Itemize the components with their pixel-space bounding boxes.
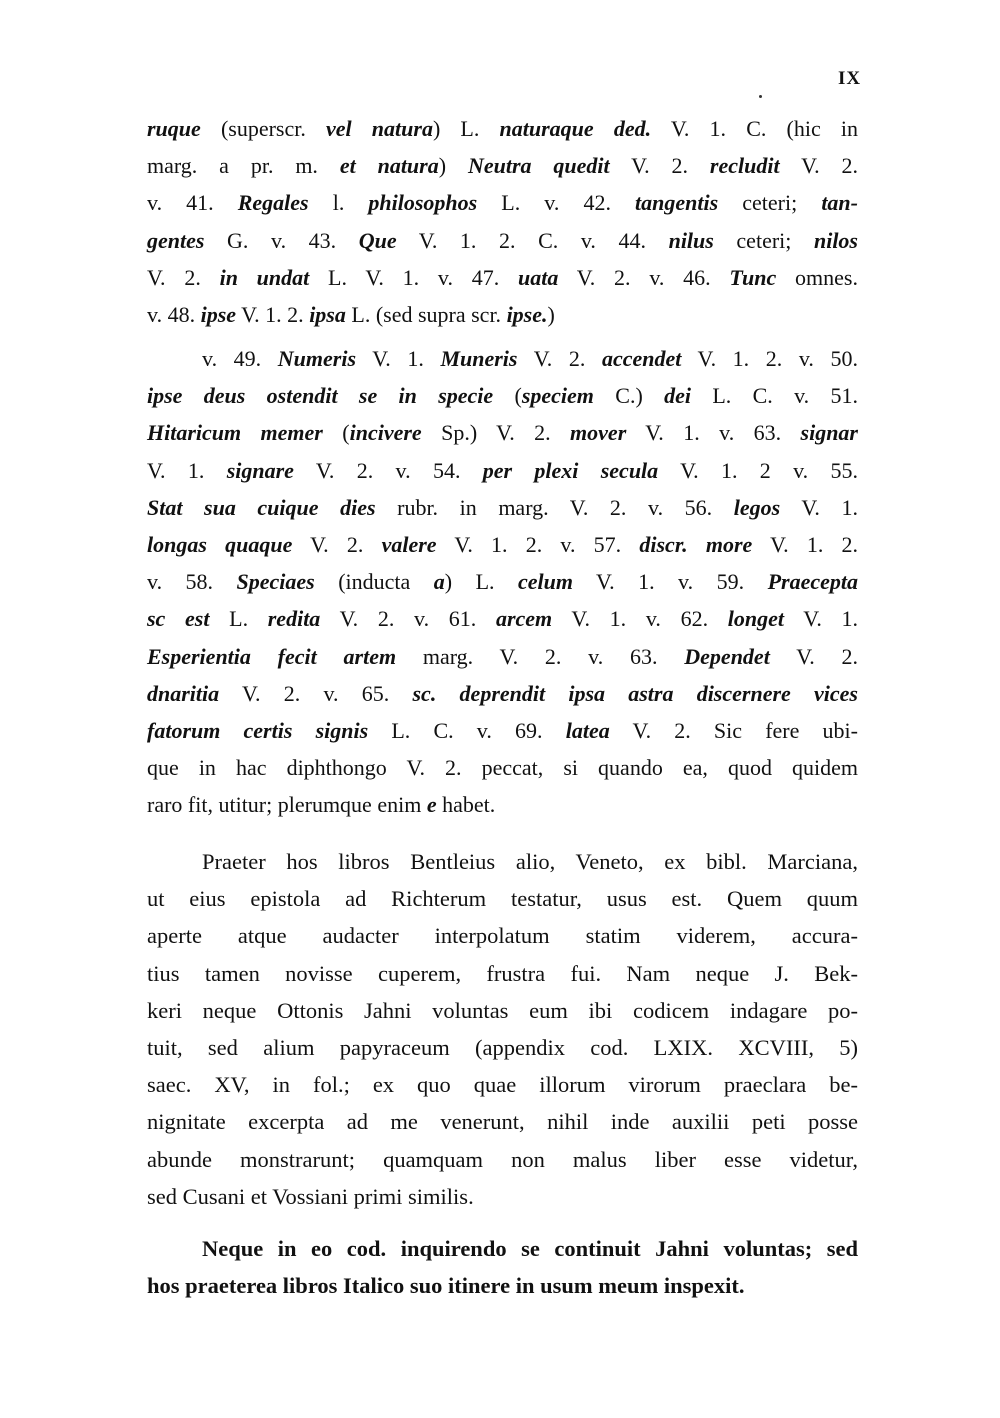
- italic-reading: dnaritia: [147, 680, 220, 706]
- italic-reading: in undat: [219, 264, 310, 290]
- text-run: V. 2.: [769, 643, 859, 669]
- text-line: [147, 340, 858, 377]
- italic-reading: naturaque ded.: [499, 116, 652, 141]
- text-run: l.: [308, 190, 369, 216]
- text-run: L. V. 1. v. 47.: [309, 264, 519, 290]
- text-line: [147, 563, 858, 600]
- text-line: nignitate excerpta ad me venerunt, nihil inde auxilii peti posse: [147, 1109, 858, 1135]
- text-line: tius tamen novisse cuperem, frustra fui. Nam neque J. Bek-: [147, 960, 858, 986]
- text-line: tuit, sed alium papyraceum (appendix cod. LXIX. XCVIII, 5): [147, 1034, 858, 1060]
- italic-reading: Dependet: [684, 643, 770, 669]
- text-run: v. 58.: [147, 569, 237, 595]
- text-line: [147, 786, 858, 823]
- text-run: ceteri;: [713, 227, 814, 253]
- text-run: V. 1. 2. v. 57.: [436, 531, 640, 557]
- italic-reading: Neutra quedit: [467, 153, 610, 179]
- text-run: V. 2.: [609, 153, 710, 179]
- text-run: L.: [209, 606, 268, 632]
- text-line: [147, 147, 858, 184]
- text-run: que in hac diphthongo V. 2. peccat, si quando ea, quod quidem: [147, 755, 858, 781]
- text-line: [147, 452, 858, 489]
- italic-reading: redita: [267, 606, 321, 632]
- print-speck: [759, 95, 762, 98]
- text-run: marg. a pr. m.: [147, 153, 340, 179]
- italic-reading: Stat sua cuique dies: [147, 494, 376, 520]
- text-run: v. 41.: [147, 190, 238, 216]
- text-run: V. 2. Sic fere ubi-: [609, 717, 858, 743]
- text-run: V. 1. 2.: [752, 531, 859, 557]
- italic-reading: recludit: [709, 153, 780, 179]
- text-line: [147, 712, 858, 749]
- italic-reading: Speciaes: [236, 569, 315, 595]
- text-line: sed Cusani et Vossiani primi similis.: [147, 1183, 474, 1209]
- text-line: [147, 184, 858, 221]
- text-line: [147, 222, 858, 259]
- italic-reading: latea: [565, 717, 610, 743]
- text-run: Sp.) V. 2.: [421, 420, 571, 446]
- paragraph-bentley-codex: [147, 843, 858, 1215]
- text-run: V. 2. v. 46.: [558, 264, 730, 290]
- text-run: ) L.: [444, 569, 518, 595]
- italic-reading: a: [433, 569, 445, 595]
- text-line: ut eius epistola ad Richterum testatur, usus est. Quem quum: [147, 886, 858, 912]
- text-run: L. C. v. 51.: [691, 383, 859, 409]
- text-run: (inducta: [314, 569, 434, 595]
- text-run: ceteri;: [718, 190, 822, 216]
- text-run: L. v. 42.: [477, 190, 636, 216]
- text-run: V. 2. v. 54.: [293, 457, 483, 483]
- italic-reading: ipse: [200, 301, 237, 327]
- italic-reading: Numeris: [277, 346, 357, 371]
- text-line: Neque in eo cod. inquirendo se continuit Jahni voluntas; sed: [202, 1236, 858, 1261]
- text-run: V. 2.: [779, 153, 859, 179]
- italic-reading: Hitaricum memer: [147, 420, 323, 446]
- text-line: [147, 638, 858, 675]
- text-run: V. 1.: [784, 606, 859, 632]
- italic-reading: longet: [727, 606, 784, 632]
- text-line: [147, 414, 858, 451]
- italic-reading: signare: [226, 457, 294, 483]
- italic-reading: nilus: [668, 227, 714, 253]
- text-run: ) L.: [432, 116, 500, 141]
- text-line: [147, 526, 858, 563]
- text-line: keri neque Ottonis Jahni voluntas eum ibi codicem indagare po-: [147, 997, 858, 1023]
- italic-reading: speciem: [521, 383, 594, 409]
- text-line: abunde monstrarunt; quamquam non malus liber esse videtur,: [147, 1146, 858, 1172]
- text-run: (: [322, 420, 350, 446]
- italic-reading: fatorum certis signis: [147, 717, 369, 743]
- text-run: V. 1.: [780, 494, 859, 520]
- italic-reading: mover: [570, 420, 627, 446]
- text-run: V. 1.: [147, 457, 227, 483]
- text-line: [147, 600, 858, 637]
- text-line: Praeter hos libros Bentleius alio, Veneto, ex bibl. Marciana,: [202, 849, 858, 874]
- text-run: ): [547, 301, 555, 327]
- italic-reading: nilos: [813, 227, 858, 253]
- page-number: IX: [838, 68, 862, 89]
- italic-reading: dei: [664, 383, 691, 409]
- text-line: [147, 489, 858, 526]
- italic-reading: Regales: [237, 190, 309, 216]
- text-run: V. 1. 2. C. v. 44.: [396, 227, 669, 253]
- text-line: hos praeterea libros Italico suo itinere in usum meum inspexit.: [147, 1273, 745, 1299]
- paragraph-jahn-inspection: [147, 1230, 858, 1304]
- italic-reading: sc est: [147, 606, 210, 632]
- italic-reading: discr. more: [639, 531, 753, 557]
- italic-reading: arcem: [495, 606, 553, 632]
- text-line: [147, 377, 858, 414]
- text-line: [147, 296, 858, 333]
- text-line: [147, 675, 858, 712]
- text-run: rubr. in marg. V. 2. v. 56.: [375, 494, 734, 520]
- italic-reading: ipse.: [506, 301, 548, 327]
- italic-reading: ipsa: [309, 301, 346, 327]
- text-run: raro fit, utitur; plerumque enim: [147, 792, 427, 818]
- italic-reading: incivere: [349, 420, 422, 446]
- text-run: V. 1.: [356, 346, 441, 371]
- italic-reading: signar: [800, 420, 858, 446]
- text-run: v. 48.: [147, 301, 201, 327]
- text-line: [147, 110, 858, 147]
- italic-reading: Tunc: [729, 264, 777, 290]
- italic-reading: Muneris: [440, 346, 518, 371]
- text-run: omnes.: [776, 264, 858, 290]
- italic-reading: et natura: [339, 153, 439, 179]
- text-run: v. 49.: [202, 346, 278, 371]
- text-run: marg. V. 2. v. 63.: [396, 643, 685, 669]
- italic-reading: sc. deprendit ipsa astra discernere vices: [412, 680, 858, 706]
- text-run: V. 1. 2 v. 55.: [658, 457, 858, 483]
- text-run: V. 2.: [292, 531, 382, 557]
- italic-reading: vel natura: [326, 116, 433, 141]
- italic-reading: gentes: [147, 227, 205, 253]
- italic-reading: tangentis: [635, 190, 719, 216]
- italic-reading: celum: [517, 569, 573, 595]
- italic-reading: Esperientia fecit artem: [147, 643, 397, 669]
- text-run: V. 2. v. 61.: [320, 606, 496, 632]
- text-run: (superscr.: [200, 116, 327, 141]
- italic-reading: uata: [518, 264, 559, 290]
- text-line: [147, 749, 858, 786]
- italic-reading: longas quaque: [147, 531, 293, 557]
- text-run: L. (sed supra scr.: [345, 301, 507, 327]
- italic-reading: per plexi secula: [482, 457, 659, 483]
- text-run: V. 2.: [147, 264, 220, 290]
- text-run: V. 2.: [517, 346, 602, 371]
- text-run: (: [493, 383, 522, 409]
- italic-reading: e: [426, 792, 437, 818]
- italic-reading: tan-: [821, 190, 858, 216]
- text-run: V. 1. v. 59.: [572, 569, 768, 595]
- critical-notes-block-1: [147, 110, 858, 333]
- text-line: [147, 259, 858, 296]
- italic-reading: accendet: [601, 346, 682, 371]
- italic-reading: legos: [733, 494, 781, 520]
- italic-reading: philosophos: [368, 190, 478, 216]
- italic-reading: ruque: [147, 116, 201, 141]
- text-line: saec. XV, in fol.; ex quo quae illorum virorum praeclara be-: [147, 1072, 858, 1098]
- text-run: G. v. 43.: [204, 227, 359, 253]
- critical-notes-block-2: [147, 340, 858, 823]
- text-run: V. 1. v. 63.: [626, 420, 801, 446]
- text-run: V. 2. v. 65.: [219, 680, 413, 706]
- italic-reading: Praecepta: [767, 569, 858, 595]
- italic-reading: Que: [358, 227, 397, 253]
- italic-reading: ipse deus ostendit se in specie: [147, 383, 494, 409]
- text-run: ): [438, 153, 468, 179]
- italic-reading: valere: [381, 531, 437, 557]
- text-run: V. 1. C. (hic in: [651, 116, 858, 141]
- text-run: habet.: [436, 792, 496, 818]
- text-line: aperte atque audacter interpolatum statim viderem, accura-: [147, 923, 858, 949]
- text-run: V. 1. 2.: [236, 301, 310, 327]
- text-run: V. 1. 2. v. 50.: [681, 346, 859, 371]
- text-run: C.): [593, 383, 665, 409]
- text-run: L. C. v. 69.: [368, 717, 566, 743]
- text-run: V. 1. v. 62.: [552, 606, 728, 632]
